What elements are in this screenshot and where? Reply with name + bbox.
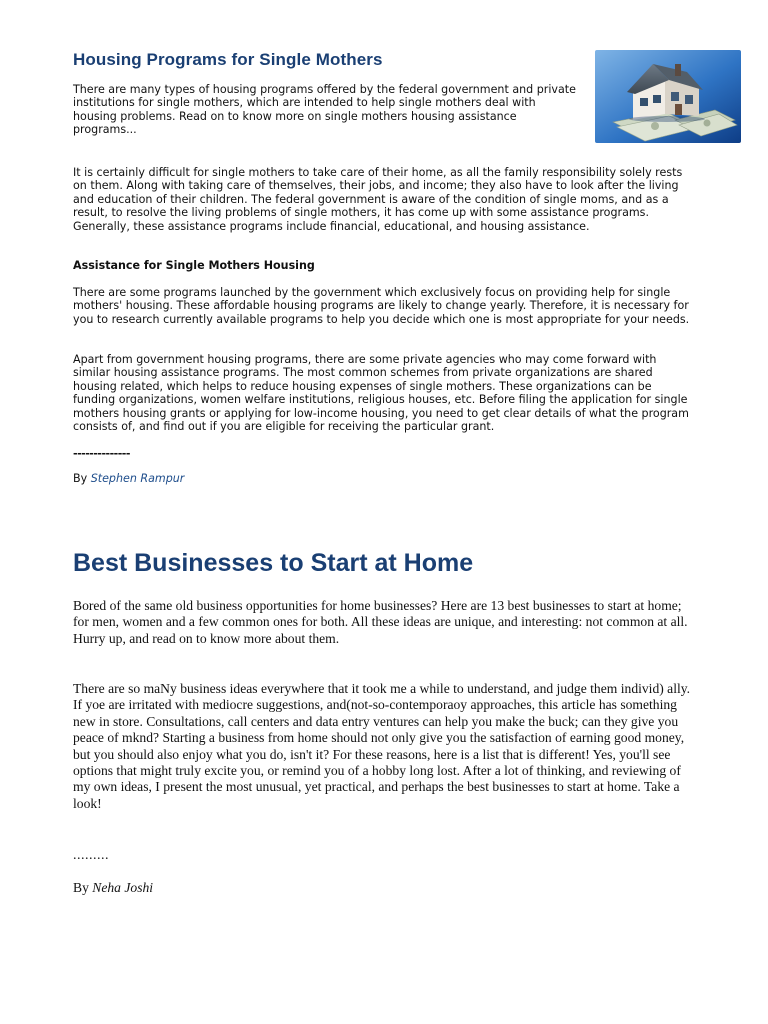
author-link[interactable]: Stephen Rampur <box>90 472 185 485</box>
house-money-photo <box>595 50 741 143</box>
by-label: By <box>73 880 89 895</box>
section-separator: -------------- <box>73 447 130 460</box>
by-label: By <box>73 472 88 485</box>
article-paragraph: Apart from government housing programs, there are some private agencies who may come forward with similar housing assistance programs. The most common schemes from private organizations are shared housing related, which helps to reduce housing expenses of single mothers. These organizations can be funding organizations, women welfare institutions, religious houses, etc. Before filing the application for single mothers housing grants or applying for low-income housing, you need to get clear details of what the program consists of, and find out if you are eligible for receiving the particular grant. <box>73 353 689 434</box>
byline <box>73 472 184 485</box>
article-paragraph: There are so maNy business ideas everywhere that it took me a while to understand, and judge them individ) ally. If yoe are irritated with mediocre suggestions, and(not-so-contemporaoy approaches, this article has something new in store. Consultations, call centers and data entry ventures can help you make the buck; can they give you peace of mknd? Starting a business from home should not only give you the satisfaction of earning good money, but you should also enjoy what you do, isn't it? For these reasons, here is a list that is different! Yes, you'll see options that might truly excite you, or remind you of a hobby long lost. After a lot of thinking, and reviewing of my own ideas, I present the most unusual, yet practical, and perhaps the best businesses to start at home. Take a look! <box>73 681 691 811</box>
article-paragraph: It is certainly difficult for single mothers to take care of their home, as all the family responsibility solely rests on them. Along with taking care of themselves, their jobs, and income; they also have to look after the living and education of their children. The federal government is aware of the condition of single moms, and as a result, to resolve the living problems of single mothers, it has come up with some assistance programs. Generally, these assistance programs include financial, educational, and housing assistance. <box>73 166 683 233</box>
article-title: Best Businesses to Start at Home <box>73 549 474 577</box>
article-paragraph: There are some programs launched by the government which exclusively focus on providing help for single mothers' housing. These affordable housing programs are likely to change yearly. Therefore, it is necessary for you to research currently available programs to help you decide which one is most appropriate for your needs. <box>73 286 690 326</box>
article-intro: There are many types of housing programs offered by the federal government and private institutions for single mothers, which are intended to help single mothers deal with housing problems. Read on to know more on single mothers housing assistance programs... <box>73 83 576 137</box>
article-title: Housing Programs for Single Mothers <box>73 50 383 69</box>
byline <box>73 880 153 896</box>
section-separator: ......... <box>73 848 109 863</box>
section-subheading: Assistance for Single Mothers Housing <box>73 259 315 272</box>
article-intro: Bored of the same old business opportunities for home businesses? Here are 13 best businesses to start at home; for men, women and a few common ones for both. All these ideas are unique, and interesting: not common at all. Hurry up, and read on to know more about them. <box>73 598 688 646</box>
author-name: Neha Joshi <box>92 880 154 895</box>
